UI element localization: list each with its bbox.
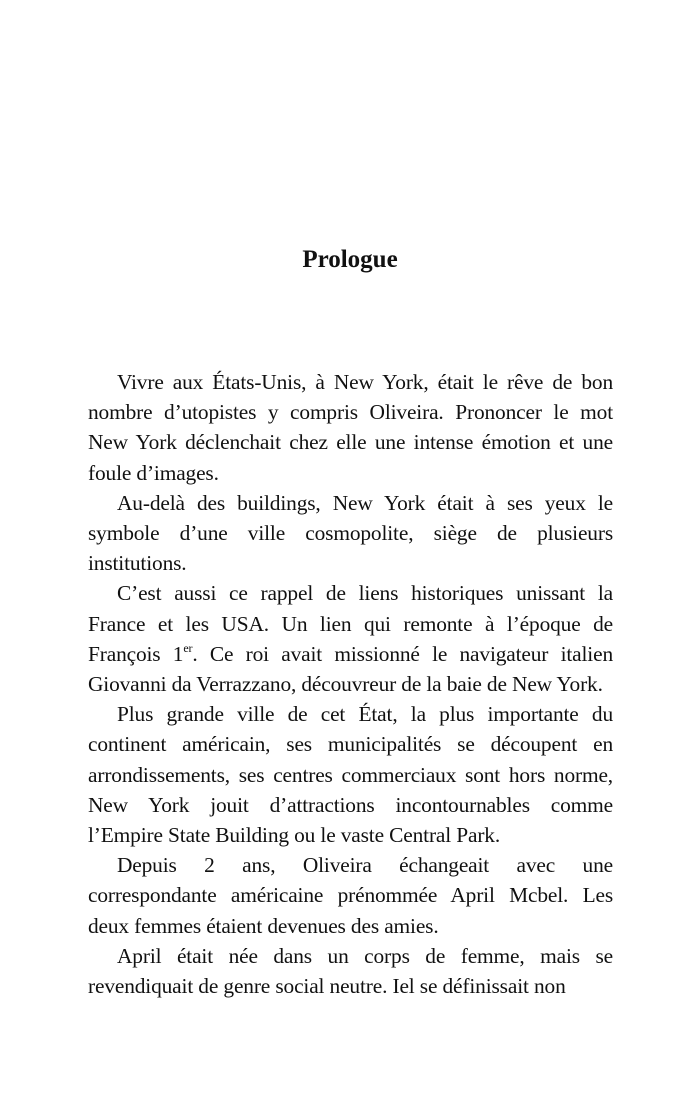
paragraph: Au-delà des buildings, New York était à ses yeux le symbole d’une ville cosmopolite, siège de plusieurs institutions. — [88, 490, 613, 576]
paragraph: Vivre aux États-Unis, à New York, était le rêve de bon nombre d’utopistes y compris Oliveira. Prononcer le mot New York déclenchait chez elle une intense émotion et une foule d’images. — [88, 370, 613, 485]
paragraph-text-after: . Ce roi avait missionné le navigateur italien Giovanni da Verrazzano, découvreur de la baie de New York. — [88, 641, 613, 697]
chapter-body — [88, 367, 613, 1001]
paragraph: April était née dans un corps de femme, mais se revendiquait de genre social neutre. Iel se définissait non — [88, 943, 613, 999]
paragraph: Depuis 2 ans, Oliveira échangeait avec une correspondante américaine prénommée April Mcbel. Les deux femmes étaient devenues des amies. — [88, 853, 613, 938]
chapter-title: Prologue — [302, 246, 398, 273]
paragraph-text-before: C’est aussi ce rappel de liens historiques unissant la France et les USA. Un lien qui remonte à l’époque de François 1 — [88, 581, 613, 666]
paragraph: Plus grande ville de cet État, la plus importante du continent américain, ses municipalités se découpent en arrondissements, ses centres commerciaux sont hors norme, New York jouit d’attractions incontournables comme l’Empire State Building ou le vaste Central Park. — [88, 702, 613, 848]
ordinal-superscript: er — [183, 640, 193, 655]
paragraph — [88, 578, 613, 699]
